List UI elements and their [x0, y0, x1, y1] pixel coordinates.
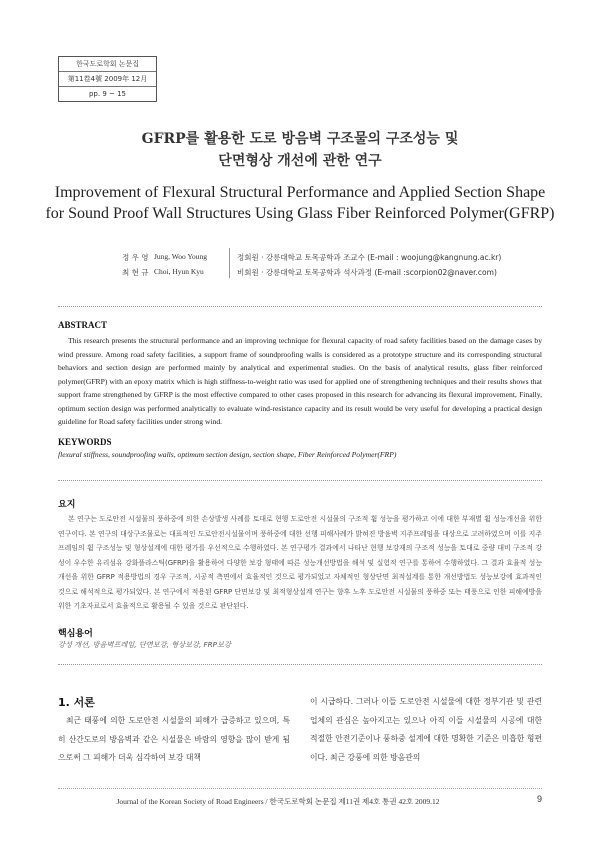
- footer-divider: [58, 788, 542, 789]
- author-affiliation: 비회원 · 강릉대학교 토목공학과 석사과정 (E-mail :scorpion02@naver.com): [237, 268, 497, 277]
- introduction-right-column: 이 시급하다. 그러나 이들 도로안전 시설물에 대한 정부기관 및 관련 업체의 관심은 높아지고는 있으나 아직 이들 시설물의 시공에 대한 적절한 안전기준이나 풍하중 설계에 대한 명확한 기준은 미흡한 형편이다. 최근 강풍에 의한 방음관의: [310, 697, 542, 762]
- english-title-line-1: Improvement of Flexural Structural Performance and Applied Section Shape: [54, 184, 546, 201]
- author-korean-name: 최 현 규: [122, 268, 149, 277]
- korean-title-line-2: 단면형상 개선에 관한 연구: [218, 153, 382, 169]
- korean-keywords-heading: 핵심용어: [58, 629, 93, 639]
- footer-journal-citation: Journal of the Korean Society of Road Engineers / 한국도로학회 논문집 제11권 제4호 통권 42호 2009.12: [116, 797, 440, 806]
- author-english-name: Jung, Woo Young: [154, 252, 208, 261]
- korean-summary-text: 본 연구는 도로안전 시설물의 풍하중에 의한 손상발생 사례를 토대로 현행 도로안전 시설물의 구조적 휨 성능을 평가하고 이에 대한 부재별 휨 성능개선을 위한 연구이다. 본 연구의 대상구조물로는 대표적인 도로안전시설물이며 풍하중에 대한 선행 피해사례가 밝혀진 방음벽 지주프레임을 대상으로 고려하였으며 이를 지주프레임의 휨 구조성능 및 형상설계에 대한 평가를 우선적으로 수행하였다. 본 연구평가 결과에서 나타난 현행 보강재의 구조적 성능을 토대로 중량 대비 구조적 강성이 우수한 유리섬유 강화플라스틱(GFRP)을 활용하여 다양한 보강 형태에 따른 성능개선방법을 해석 및 실험적 연구를 통하여 수행하였다. 그 결과 효율적 성능개선을 위한 GFRP 적용방법의 경우 구조적, 시공적 측면에서 효율적인 것으로 평가되었고 자체적인 형상단면 최적설계를 통한 개선방법도 성능보강에 효과적인 것으로 해석적으로 평가되었다. 본 연구에서 적용된 GFRP 단면보강 및 최적형상설계 연구는 향후 노후 도로안전 시설물의 풍하중 또는 태풍으로 인한 피해예방을 위한 기초자료로서 효율적으로 활용될 수 있을 것으로 판단된다.: [58, 515, 543, 610]
- korean-title-line-1: GFRP를 활용한 도로 방음벽 구조물의 구조성능 및: [141, 131, 459, 147]
- section-divider: [58, 480, 542, 481]
- abstract-text: This research presents the structural performance and an improving technique for flexural capacity of road safety facilities based on the damage cases by wind pressure. Among road safety facilities, a support frame of soundproofing walls is considered as a prototype structure and its corresponding structural behaviors and section design are performed mainly by analytical and experimental studies. On the basis of analytical results, glass fiber reinforced polymer(GFRP) with an epoxy matrix which is high stiffness-to-weight ratio was used for applied one of strengthening techniques and their results shows that support frame strengthened by GFRP is the most effective compared to other cases proposed in this research for advancing its flexural improvement, Finally, optimum section design was performed analytically to evaluate wind-resistance capacity and its result would be very useful for developing a practical design guideline for Road safety facilities under strong wind.: [58, 336, 542, 426]
- section-divider: [58, 664, 542, 665]
- korean-summary-heading: 요지: [58, 500, 76, 510]
- page-number: 9: [536, 794, 542, 804]
- author-affiliation: 정회원 · 강릉대학교 토목공학과 조교수 (E-mail : woojung@kangnung.ac.kr): [237, 253, 502, 262]
- korean-keywords-text: 강성 개선, 방음벽프레임, 단면보강, 형상보강, FRP보강: [58, 640, 231, 649]
- author-english-name: Choi, Hyun Kyu: [154, 267, 204, 276]
- keywords-heading: KEYWORDS: [58, 437, 112, 447]
- journal-volume: 第11卷4號 2009年 12月: [59, 72, 156, 87]
- author-korean-name: 정 우 영: [122, 253, 149, 262]
- abstract-heading: ABSTRACT: [58, 320, 108, 330]
- english-title-line-2: for Sound Proof Wall Structures Using Glass Fiber Reinforced Polymer(GFRP): [45, 205, 555, 222]
- introduction-left-column: 최근 태풍에 의한 도로안전 시설물의 피해가 급증하고 있으며, 특히 산간도로의 방음벽과 같은 시설물은 바람의 영향을 많이 받게 됨으로써 그 피해가 더욱 심각하여 보강 대책: [58, 716, 290, 762]
- introduction-heading: 1. 서론: [58, 696, 95, 709]
- keywords-text: flexural stiffness, soundproofing walls, optimum section design, section shape, Fiber Reinforced Polymer(FRP): [58, 450, 397, 459]
- section-divider: [58, 306, 542, 307]
- journal-name: 한국도로학회 논문집: [59, 57, 156, 72]
- journal-info-box: [58, 56, 157, 102]
- author-divider: [229, 248, 230, 278]
- journal-pages: pp. 9 ~ 15: [88, 90, 126, 98]
